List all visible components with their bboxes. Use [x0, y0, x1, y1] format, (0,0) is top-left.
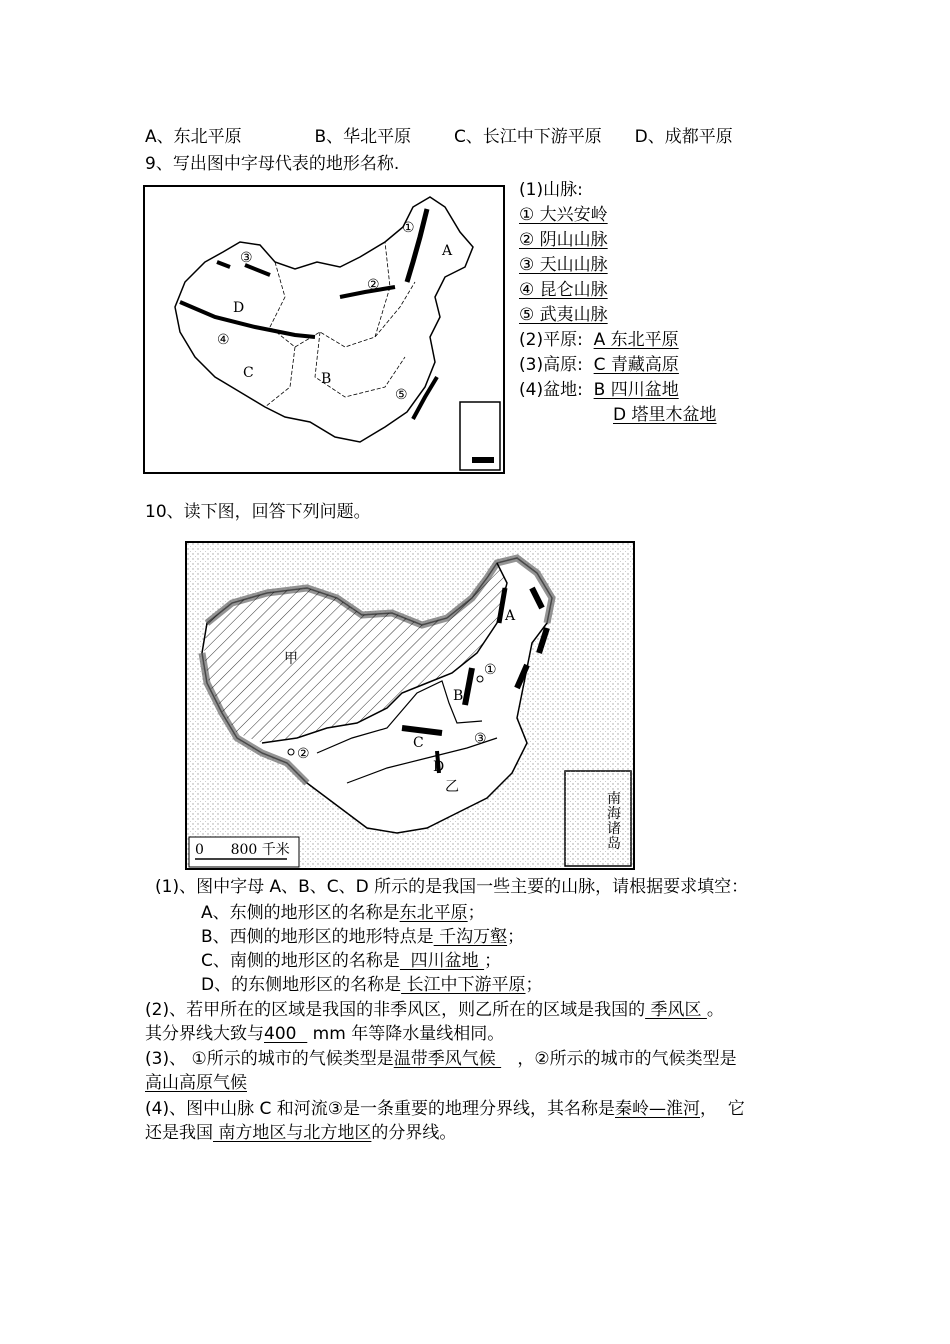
inset-label-1: 南: [607, 791, 621, 807]
sub1-d-answer: 长江中下游平原: [401, 975, 526, 995]
sub2-l2-answer: 400: [264, 1024, 308, 1044]
sub4-answer-1: 秦岭—淮河: [615, 1099, 700, 1119]
q9-china-map: [143, 185, 505, 474]
sub1-c-answer: 四川盆地: [399, 951, 485, 971]
q8-option-c: C、长江中下游平原: [453, 127, 602, 147]
q10-sub2-line2: [145, 1022, 504, 1046]
basin-label: (4)盆地:: [519, 380, 583, 400]
map-label-n3: ③: [240, 250, 253, 266]
sub1-c-prefix: C、南侧的地形区的名称是: [201, 951, 400, 971]
map-label-n5: ⑤: [395, 387, 408, 403]
map-label-A: A: [442, 243, 453, 259]
sub4-suffix: ， 它: [700, 1099, 745, 1119]
map-label-A: A: [505, 608, 516, 624]
range-4: [180, 302, 315, 337]
sub4-prefix: (4)、图中山脉 C 和河流③是一条重要的地理分界线，其名称是: [145, 1099, 615, 1119]
sub3-suffix: ，②所示的城市的气候类型是: [501, 1049, 737, 1069]
mountain-answer-2: ② 阴山山脉: [519, 230, 608, 250]
sub2-l2-suffix: mm 年等降水量线相同。: [307, 1024, 505, 1044]
plateau-label: (3)高原:: [519, 355, 583, 375]
sub1-a-suffix: ；: [467, 903, 485, 923]
sub1-d-prefix: D、的东侧地形区的名称是: [201, 975, 402, 995]
q10-sub1-intro: (1)、图中字母 A、B、C、D 所示的是我国一些主要的山脉，请根据要求填空：: [155, 877, 749, 897]
map-label-B: B: [453, 688, 464, 704]
scale-label: 0 800 千米: [195, 842, 290, 858]
inset-label-4: 岛: [607, 836, 621, 852]
plain-answer-row: [519, 328, 717, 353]
sub2-l2-prefix: 其分界线大致与: [145, 1024, 264, 1044]
q8-option-a: A、东北平原: [145, 127, 242, 147]
q10-prompt: 10、读下图，回答下列问题。: [145, 502, 371, 522]
map-label-n2: ②: [367, 277, 380, 293]
q9-prompt: 9、写出图中字母代表的地形名称.: [145, 154, 400, 174]
q10-sub4-line1: [145, 1097, 745, 1121]
q9-answers: [519, 178, 717, 428]
map-label-jia: 甲: [284, 651, 298, 667]
plain-label: (2)平原:: [519, 330, 583, 350]
sub1-a-prefix: A、东侧的地形区的名称是: [201, 903, 400, 923]
q10-sub1-a: [201, 901, 485, 925]
plateau-value: C 青藏高原: [593, 355, 679, 375]
mountain-answer-4: ④ 昆仑山脉: [519, 280, 608, 300]
map-label-yi: 乙: [445, 779, 459, 795]
q10-sub2-line1: [145, 998, 724, 1022]
q10-sub4-line2: [145, 1121, 456, 1145]
sub3-answer-2: 高山高原气候: [145, 1073, 247, 1093]
inset-fill: [565, 771, 631, 866]
mountain-answer-3: ③ 天山山脉: [519, 255, 608, 275]
sub3-answer-1: 温带季风气候: [393, 1049, 502, 1069]
sub1-c-suffix: ；: [484, 951, 502, 971]
mountain-answer-1: ① 大兴安岭: [519, 205, 608, 225]
basin-answer-row: [519, 378, 717, 403]
sub1-a-answer: 东北平原: [399, 903, 468, 923]
map-label-n2: ②: [297, 746, 310, 762]
sub1-b-answer: 千沟万壑: [433, 927, 508, 947]
sub4-l2-suffix: 的分界线。: [371, 1123, 457, 1143]
q10-china-map: [185, 541, 635, 870]
sub1-d-suffix: ；: [525, 975, 543, 995]
province-boundaries-3: [265, 347, 295, 407]
q8-option-d: D、成都平原: [634, 127, 733, 147]
basin-value-2: D 塔里木盆地: [613, 405, 717, 425]
sub2-prefix: (2)、若甲所在的区域是我国的非季风区，则乙所在的区域是我国的: [145, 1000, 646, 1020]
sub4-answer-2: 南方地区与北方地区: [213, 1123, 372, 1143]
q10-sub3-line2: [145, 1071, 247, 1095]
inset-label-3: 诸: [607, 821, 621, 837]
map-label-n1: ①: [484, 662, 497, 678]
map-label-C: C: [413, 735, 424, 751]
mountain-answer-5: ⑤ 武夷山脉: [519, 305, 608, 325]
q10-sub3-line1: [145, 1047, 737, 1071]
sub3-prefix: (3)、 ①所示的城市的气候类型是: [145, 1049, 394, 1069]
sub1-b-suffix: ；: [507, 927, 525, 947]
basin-value-1: B 四川盆地: [593, 380, 679, 400]
mountains-heading: (1)山脉:: [519, 180, 583, 200]
sub2-suffix: 。: [706, 1000, 724, 1020]
map-label-n4: ④: [217, 332, 230, 348]
inset-label-2: 海: [607, 806, 621, 822]
q10-sub1-c: [201, 949, 501, 973]
map-label-B: B: [321, 371, 332, 387]
map-label-n1: ①: [402, 220, 415, 236]
q8-options-row: [145, 125, 733, 149]
inset-scale: [472, 457, 494, 463]
plain-value: A 东北平原: [593, 330, 679, 350]
sub4-l2-prefix: 还是我国: [145, 1123, 213, 1143]
map-label-D: D: [433, 759, 445, 775]
basin-answer-row-2: [519, 403, 717, 428]
map-label-n3: ③: [474, 731, 487, 747]
sub2-answer: 季风区: [645, 1000, 707, 1020]
q10-sub1-b: [201, 925, 524, 949]
q10-sub1-d: [201, 973, 543, 997]
map-label-D: D: [233, 300, 245, 316]
map-label-C: C: [243, 365, 254, 381]
plateau-answer-row: [519, 353, 717, 378]
sub1-b-prefix: B、西侧的地形区的地形特点是: [201, 927, 434, 947]
q8-option-b: B、华北平原: [314, 127, 412, 147]
